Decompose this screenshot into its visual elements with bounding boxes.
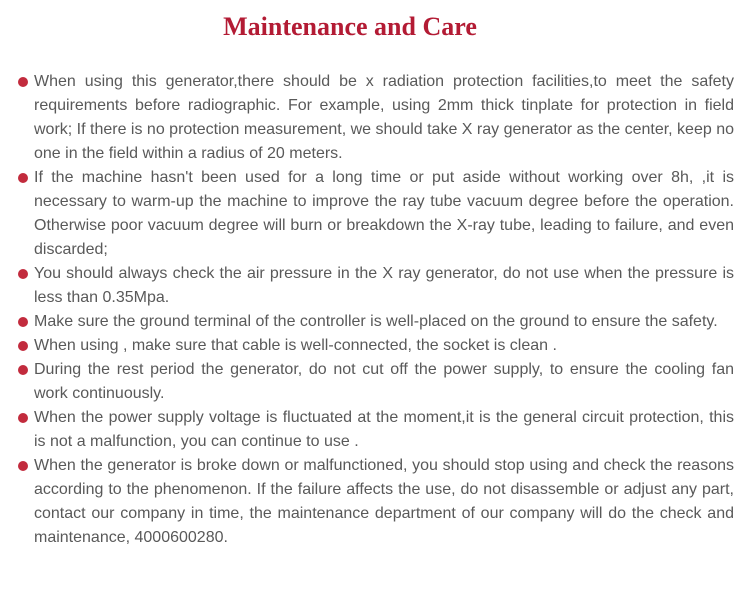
bullet-icon [18,269,28,279]
bullet-icon [18,317,28,327]
bullet-icon [18,413,28,423]
list-item-text: When the generator is broke down or malfunctioned, you should stop using and check the reasons according to the phenomenon. If the failure affects the use, do not disassemble or adjust any part, contact our company in time, the maintenance department of our company will do the check and maintenance, 4000600280. [34,457,734,546]
list-item-text: When the power supply voltage is fluctuated at the moment,it is the general circuit protection, this is not a malfunction, you can continue to use . [34,409,734,450]
list-item [34,310,734,334]
page-title: Maintenance and Care [223,12,477,41]
bullet-icon [18,461,28,471]
bullet-icon [18,341,28,351]
list-item [34,358,734,406]
list-item [34,406,734,454]
bullet-icon [18,173,28,183]
list-item-text: When using this generator,there should be x radiation protection facilities,to meet the safety requirements before radiographic. For example, using 2mm thick tinplate for protection in field work; If there is no protection measurement, we should take X ray generator as the center, keep no one in the field within a radius of 20 meters. [34,73,734,162]
list-item-text: You should always check the air pressure in the X ray generator, do not use when the pressure is less than 0.35Mpa. [34,265,734,306]
list-item [34,166,734,262]
list-item [34,262,734,310]
bullet-list [0,70,750,550]
list-item [34,454,734,550]
list-item-text: Make sure the ground terminal of the controller is well-placed on the ground to ensure the safety. [34,313,718,330]
list-item-text: During the rest period the generator, do not cut off the power supply, to ensure the cooling fan work continuously. [34,361,734,402]
list-item-text: When using , make sure that cable is well-connected, the socket is clean . [34,337,557,354]
bullet-icon [18,77,28,87]
list-item [34,334,734,358]
bullet-icon [18,365,28,375]
list-item-text: If the machine hasn't been used for a long time or put aside without working over 8h, ,it is necessary to warm-up the machine to improve the ray tube vacuum degree before the operation. Otherwise poor vacuum degree will burn or breakdown the X-ray tube, leading to failure, and even discarded; [34,169,734,258]
list-item [34,70,734,166]
